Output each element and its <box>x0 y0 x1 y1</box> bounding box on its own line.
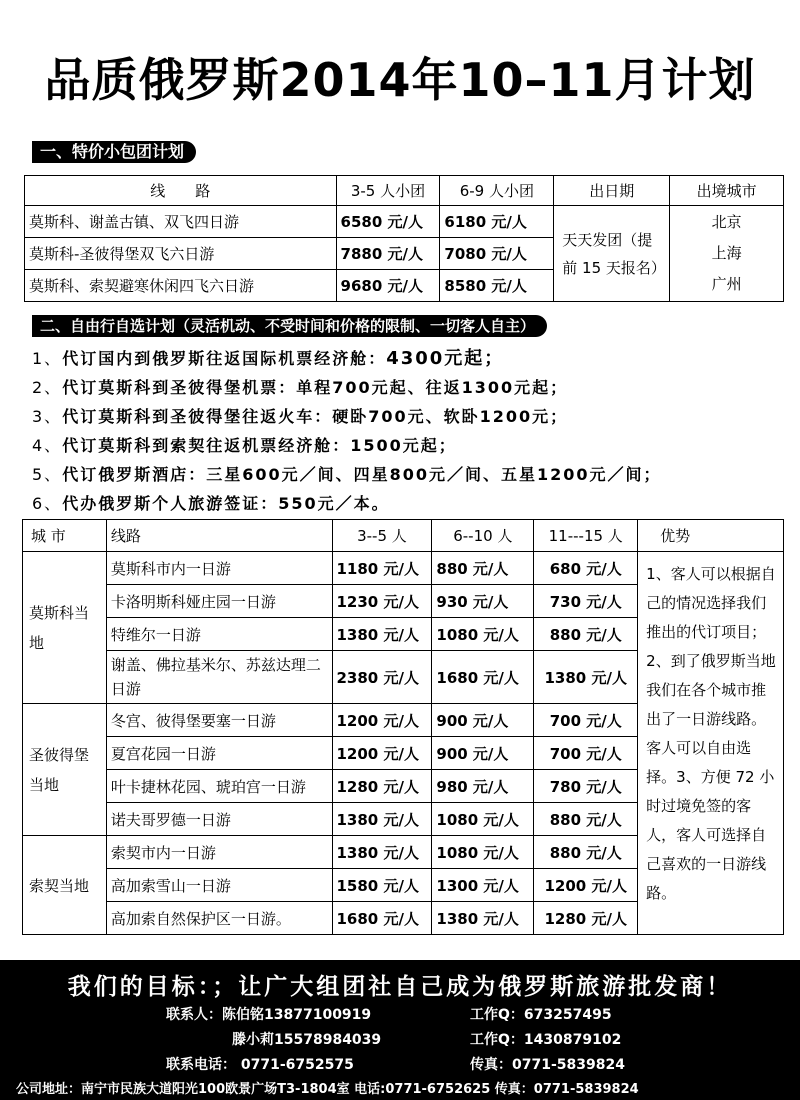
exit-city: 上海 <box>711 244 742 262</box>
contact-person-2: 滕小莉15578984039 <box>232 1032 382 1048</box>
header-advantages: 优势 <box>638 520 784 552</box>
item-text: 代订俄罗斯酒店：三星600元／间、四星800元／间、五星1200元／间； <box>62 465 662 484</box>
price-cell: 1280 元/人 <box>534 902 638 935</box>
price-cell: 8580 元/人 <box>440 270 554 302</box>
departure-cell: 天天发团（提前 15 天报名） <box>554 206 670 302</box>
price-cell: 880 元/人 <box>534 836 638 869</box>
price-cell: 1080 元/人 <box>432 803 534 836</box>
header-size-1: 3--5 人 <box>332 520 432 552</box>
price-cell: 1380 元/人 <box>432 902 534 935</box>
list-item <box>32 460 792 489</box>
fax: 传真：0771-5839824 <box>470 1057 625 1073</box>
route-cell: 莫斯科、谢盖古镇、双飞四日游 <box>25 206 337 238</box>
route-cell: 谢盖、佛拉基米尔、苏兹达理二日游 <box>106 651 332 704</box>
section2-heading: 二、自由行自选计划（灵活机动、不受时间和价格的限制、一切客人自主） <box>32 315 547 337</box>
price-cell: 730 元/人 <box>534 585 638 618</box>
package-tour-table <box>24 175 784 302</box>
price-cell: 1200 元/人 <box>332 737 432 770</box>
price-cell: 1380 元/人 <box>332 836 432 869</box>
price-cell: 930 元/人 <box>432 585 534 618</box>
price-cell: 6180 元/人 <box>440 206 554 238</box>
list-item <box>32 402 792 431</box>
header-size-3: 11---15 人 <box>534 520 638 552</box>
item-number: 2、 <box>32 378 63 397</box>
price-cell: 880 元/人 <box>534 618 638 651</box>
item-text: 代订莫斯科到圣彼得堡机票：单程700元起、往返1300元起； <box>62 378 569 397</box>
route-cell: 夏宫花园一日游 <box>106 737 332 770</box>
route-cell: 莫斯科-圣彼得堡双飞六日游 <box>25 238 337 270</box>
price-cell: 980 元/人 <box>432 770 534 803</box>
city-cell: 莫斯科当地 <box>23 552 107 704</box>
header-exit-city: 出境城市 <box>670 176 784 206</box>
exit-city: 北京 <box>711 213 742 231</box>
route-cell: 高加索自然保护区一日游。 <box>106 902 332 935</box>
price-cell: 700 元/人 <box>534 737 638 770</box>
list-item <box>32 344 792 373</box>
day-tour-table <box>22 519 784 935</box>
route-cell: 特维尔一日游 <box>106 618 332 651</box>
work-qq-1: 工作Q：673257495 <box>470 1007 612 1023</box>
item-text: 代办俄罗斯个人旅游签证：550元／本。 <box>62 494 390 513</box>
table-row <box>25 206 784 238</box>
table-header-row <box>23 520 784 552</box>
header-city: 城 市 <box>23 520 107 552</box>
footer <box>0 960 800 1100</box>
price-cell: 1080 元/人 <box>432 618 534 651</box>
price-cell: 880 元/人 <box>432 552 534 585</box>
price-cell: 1280 元/人 <box>332 770 432 803</box>
item-text: 代订国内到俄罗斯往返国际机票经济舱： <box>62 349 387 368</box>
header-small-group: 3-5 人小团 <box>336 176 440 206</box>
city-cell: 索契当地 <box>23 836 107 935</box>
route-cell: 冬宫、彼得堡要塞一日游 <box>106 704 332 737</box>
price-cell: 900 元/人 <box>432 737 534 770</box>
price-cell: 1680 元/人 <box>432 651 534 704</box>
item-number: 4、 <box>32 436 63 455</box>
table-row <box>23 552 784 585</box>
exit-city: 广州 <box>711 275 742 293</box>
price-cell: 1200 元/人 <box>534 869 638 902</box>
header-size-2: 6--10 人 <box>432 520 534 552</box>
price-cell: 900 元/人 <box>432 704 534 737</box>
section1-heading: 一、特价小包团计划 <box>32 141 196 163</box>
price-cell: 7880 元/人 <box>336 238 440 270</box>
price-cell: 1380 元/人 <box>534 651 638 704</box>
list-item <box>32 373 792 402</box>
price-cell: 780 元/人 <box>534 770 638 803</box>
price-cell: 1300 元/人 <box>432 869 534 902</box>
slogan: 我们的目标：；让广大组团社自己成为俄罗斯旅游批发商！ <box>67 974 733 1000</box>
list-item <box>32 489 792 518</box>
price-cell: 1080 元/人 <box>432 836 534 869</box>
price-cell: 880 元/人 <box>534 803 638 836</box>
item-number: 6、 <box>32 494 63 513</box>
item-text: 代订莫斯科到索契往返机票经济舱：1500元起； <box>62 436 457 455</box>
item-price: 4300元起； <box>386 348 505 369</box>
exit-cities-cell <box>670 206 784 302</box>
price-cell: 1680 元/人 <box>332 902 432 935</box>
advantages-cell: 1、客人可以根据自己的情况选择我们推出的代订项目；2、到了俄罗斯当地我们在各个城市推出了一日游线路。客人可以自由选择。3、方便 72 小时过境免签的客人，客人可选择自己喜欢的一日游线路。 <box>638 552 784 935</box>
header-departure: 出日期 <box>554 176 670 206</box>
route-cell: 索契市内一日游 <box>106 836 332 869</box>
price-cell: 700 元/人 <box>534 704 638 737</box>
item-number: 3、 <box>32 407 63 426</box>
item-text: 代订莫斯科到圣彼得堡往返火车：硬卧700元、软卧1200元； <box>62 407 569 426</box>
contact-phone: 联系电话： 0771-6752575 <box>166 1057 354 1073</box>
price-cell: 1200 元/人 <box>332 704 432 737</box>
price-cell: 7080 元/人 <box>440 238 554 270</box>
route-cell: 叶卡捷林花园、琥珀宫一日游 <box>106 770 332 803</box>
price-cell: 1380 元/人 <box>332 803 432 836</box>
route-cell: 莫斯科、索契避寒休闲四飞六日游 <box>25 270 337 302</box>
work-qq-2: 工作Q：1430879102 <box>470 1032 622 1048</box>
price-cell: 1580 元/人 <box>332 869 432 902</box>
price-cell: 9680 元/人 <box>336 270 440 302</box>
header-route: 线路 <box>106 520 332 552</box>
price-cell: 6580 元/人 <box>336 206 440 238</box>
route-cell: 卡洛明斯科娅庄园一日游 <box>106 585 332 618</box>
item-number: 5、 <box>32 465 63 484</box>
company-address: 公司地址：南宁市民族大道阳光100欧景广场T3-1804室 电话:0771-6752625 传真：0771-5839824 <box>16 1082 639 1097</box>
list-item <box>32 431 792 460</box>
price-cell: 1180 元/人 <box>332 552 432 585</box>
table-header-row <box>25 176 784 206</box>
service-list <box>32 344 792 518</box>
price-cell: 680 元/人 <box>534 552 638 585</box>
route-cell: 高加索雪山一日游 <box>106 869 332 902</box>
price-cell: 1380 元/人 <box>332 618 432 651</box>
page-title: 品质俄罗斯2014年10–11月计划 <box>44 53 756 107</box>
contact-person-1: 联系人：陈伯铭13877100919 <box>166 1007 372 1023</box>
city-cell: 圣彼得堡当地 <box>23 704 107 836</box>
item-number: 1、 <box>32 349 63 368</box>
price-cell: 2380 元/人 <box>332 651 432 704</box>
price-cell: 1230 元/人 <box>332 585 432 618</box>
header-route: 线 路 <box>25 176 337 206</box>
route-cell: 莫斯科市内一日游 <box>106 552 332 585</box>
header-medium-group: 6-9 人小团 <box>440 176 554 206</box>
route-cell: 诺夫哥罗德一日游 <box>106 803 332 836</box>
